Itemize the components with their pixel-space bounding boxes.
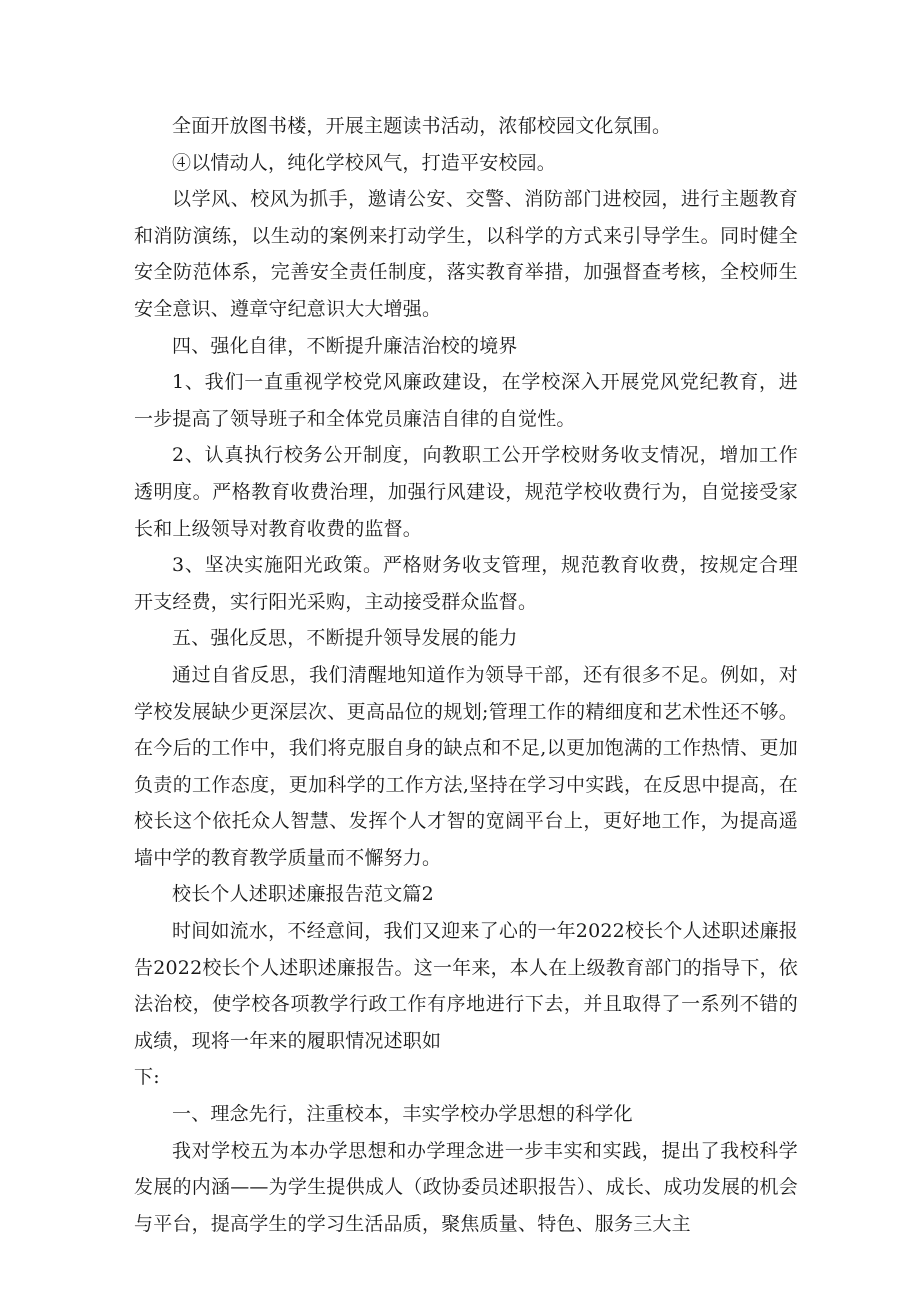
paragraph-intro: 时间如流水，不经意间，我们又迎来了心的一年2022校长个人述职述廉报告2022校长个人述职述廉报告。这一年来，本人在上级教育部门的指导下，依法治校，使学校各项教学行政工作有序地进行下去，并且取得了一系列不错的成绩，现将一年来的履职情况述职如	[134, 920, 798, 1052]
section-heading-philosophy: 一、理念先行，注重校本，丰实学校办学思想的科学化	[172, 1103, 633, 1126]
document-body	[134, 108, 798, 1242]
paragraph-reflection: 通过自省反思，我们清醒地知道作为领导干部，还有很多不足。例如，对学校发展缺少更深层次、更高品位的规划;管理工作的精细度和艺术性还不够。在今后的工作中，我们将克服自身的缺点和不足,以更加饱满的工作热情、更加负责的工作态度，更加科学的工作方法,坚持在学习中实践，在反思中提高，在校长这个依托众人智慧、发挥个人才智的宽阔平台上，更好地工作，为提高遥墙中学的教育教学质量而不懈努力。	[134, 663, 798, 869]
paragraph-item-3: 3、坚决实施阳光政策。严格财务收支管理，规范教育收费，按规定合理开支经费，实行阳光采购，主动接受群众监督。	[134, 554, 798, 613]
paragraph-safety-education: 以学风、校风为抓手，邀请公安、交警、消防部门进校园，进行主题教育和消防演练，以生动的案例来打动学生，以科学的方式来引导学生。同时健全安全防范体系，完善安全责任制度，落实教育举措，加强督查考核，全校师生安全意识、遵章守纪意识大大增强。	[134, 188, 798, 320]
paragraph-reading-activities: 全面开放图书楼，开展主题读书活动，浓郁校园文化氛围。	[172, 115, 672, 137]
paragraph-item-1: 1、我们一直重视学校党风廉政建设，在学校深入开展党风党纪教育，进一步提高了领导班子和全体党员廉洁自律的自觉性。	[134, 371, 798, 430]
section-heading-reflection: 五、强化反思，不断提升领导发展的能力	[172, 627, 518, 650]
paragraph-item-2: 2、认真执行校务公开制度，向教职工公开学校财务收支情况，增加工作透明度。严格教育收费治理，加强行风建设，规范学校收费行为，自觉接受家长和上级领导对教育收费的监督。	[134, 444, 798, 540]
paragraph-safe-campus: ④以情动人，纯化学校风气，打造平安校园。	[172, 151, 557, 174]
section-heading-self-discipline: 四、强化自律，不断提升廉洁治校的境界	[172, 334, 518, 357]
paragraph-philosophy: 我对学校五为本办学思想和办学理念进一步丰实和实践，提出了我校科学发展的内涵——为学生提供成人（政协委员述职报告）、成长、成功发展的机会与平台，提高学生的学习生活品质，聚焦质量、特色、服务三大主	[134, 1139, 798, 1235]
article-title-part-2: 校长个人述职述廉报告范文篇2	[172, 883, 434, 906]
paragraph-intro-continued: 下:	[134, 1066, 160, 1089]
